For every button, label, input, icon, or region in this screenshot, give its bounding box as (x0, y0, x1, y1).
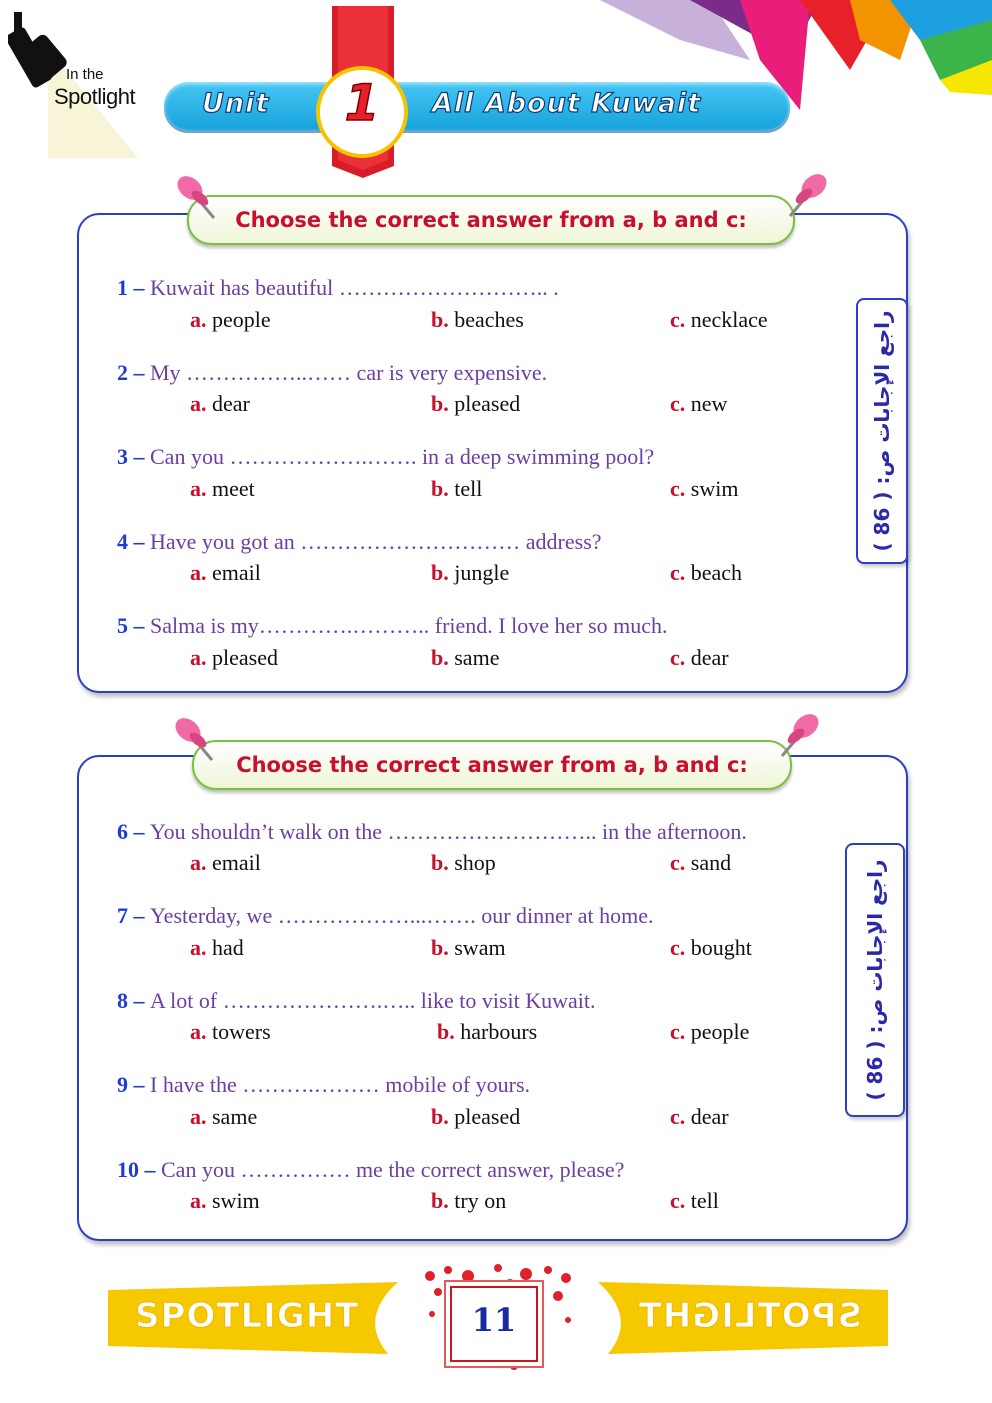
option-a[interactable]: a. same (190, 1104, 258, 1129)
question-6 (117, 819, 747, 845)
question-text: I have the ……….……… mobile of yours. (150, 1072, 531, 1097)
question-number: 7 (117, 903, 128, 928)
unit-title: All About Kuwait (432, 88, 702, 119)
question-7 (117, 903, 654, 929)
logo-line2: Spotlight (54, 84, 136, 109)
question-separator: – (128, 529, 150, 554)
question-9 (117, 1072, 530, 1098)
unit-number: 1 (344, 74, 380, 132)
footer-brand-left: SPOTLIGHT (135, 1296, 360, 1336)
option-b[interactable]: b. harbours (437, 1019, 538, 1044)
question-separator: – (128, 444, 150, 469)
option-b[interactable]: b. swam (431, 935, 506, 960)
question-text: Yesterday, we ………………...……. our dinner at home. (150, 903, 654, 928)
option-b[interactable]: b. same (431, 645, 500, 670)
question-separator: – (139, 1157, 161, 1182)
option-a[interactable]: a. people (190, 307, 271, 332)
question-separator: – (128, 275, 150, 300)
question-text: Have you got an ………………………… address? (150, 529, 602, 554)
question-text: My ……………..…… car is very expensive. (150, 360, 548, 385)
question-number: 1 (117, 275, 128, 300)
option-a[interactable]: a. towers (190, 1019, 271, 1044)
option-b[interactable]: b. beaches (431, 307, 524, 332)
instruction-header-2: Choose the correct answer from a, b and c: (192, 740, 792, 790)
question-3 (117, 444, 654, 470)
option-a[interactable]: a. meet (190, 476, 255, 501)
option-b[interactable]: b. shop (431, 850, 496, 875)
option-c[interactable]: c. tell (670, 1188, 719, 1213)
question-1 (117, 275, 559, 301)
question-8 (117, 988, 596, 1014)
question-4 (117, 529, 602, 555)
option-c[interactable]: c. dear (670, 645, 729, 670)
question-2 (117, 360, 547, 386)
option-c[interactable]: c. bought (670, 935, 752, 960)
question-number: 4 (117, 529, 128, 554)
spotlight-lamp-icon (8, 8, 158, 158)
footer-brand-right-mirrored: SPOTLIGHT (637, 1296, 862, 1336)
option-c[interactable]: c. necklace (670, 307, 768, 332)
question-number: 8 (117, 988, 128, 1013)
option-a[interactable]: a. email (190, 850, 261, 875)
pushpin-icon (168, 710, 230, 772)
question-number: 10 (117, 1157, 139, 1182)
pushpin-icon (772, 166, 834, 228)
option-c[interactable]: c. new (670, 391, 728, 416)
option-c[interactable]: c. swim (670, 476, 739, 501)
question-text: A lot of ………………….….. like to visit Kuwait. (150, 988, 596, 1013)
question-text: Kuwait has beautiful ……………………….. . (150, 275, 559, 300)
question-number: 6 (117, 819, 128, 844)
question-number: 3 (117, 444, 128, 469)
logo-line1: In the (66, 66, 104, 83)
unit-label: Unit (202, 88, 270, 119)
option-a[interactable]: a. dear (190, 391, 250, 416)
option-b[interactable]: b. tell (431, 476, 483, 501)
question-text: Salma is my………….……….. friend. I love her so much. (150, 613, 668, 638)
question-separator: – (128, 1072, 150, 1097)
answer-reference-note-1 (856, 298, 908, 564)
question-10 (117, 1157, 624, 1183)
question-number: 5 (117, 613, 128, 638)
question-number: 2 (117, 360, 128, 385)
option-b[interactable]: b. pleased (431, 391, 521, 416)
question-5 (117, 613, 668, 639)
instruction-header-1: Choose the correct answer from a, b and c: (187, 195, 795, 245)
question-separator: – (128, 613, 150, 638)
option-c[interactable]: c. people (670, 1019, 750, 1044)
option-a[interactable]: a. swim (190, 1188, 260, 1213)
answer-reference-text: راجع الإجابات ص: ( 86 ) (863, 859, 887, 1101)
page-number: 11 (471, 1301, 517, 1339)
pushpin-icon (170, 168, 232, 230)
option-a[interactable]: a. email (190, 560, 261, 585)
question-text: Can you …………… me the correct answer, please? (161, 1157, 625, 1182)
answer-reference-text: راجع الإجابات ص: ( 86 ) (870, 310, 894, 552)
question-text: You shouldn’t walk on the ……………………….. in the afternoon. (150, 819, 747, 844)
option-b[interactable]: b. pleased (431, 1104, 521, 1129)
option-c[interactable]: c. dear (670, 1104, 729, 1129)
pushpin-icon (764, 706, 826, 768)
question-text: Can you ……………….……. in a deep swimming pool? (150, 444, 655, 469)
option-c[interactable]: c. beach (670, 560, 743, 585)
spotlight-logo (8, 8, 158, 158)
option-b[interactable]: b. try on (431, 1188, 507, 1213)
option-a[interactable]: a. pleased (190, 645, 278, 670)
question-separator: – (128, 819, 150, 844)
answer-reference-note-2 (845, 843, 905, 1117)
option-b[interactable]: b. jungle (431, 560, 510, 585)
question-separator: – (128, 988, 150, 1013)
option-a[interactable]: a. had (190, 935, 244, 960)
question-number: 9 (117, 1072, 128, 1097)
question-separator: – (128, 360, 150, 385)
option-c[interactable]: c. sand (670, 850, 732, 875)
question-separator: – (128, 903, 150, 928)
